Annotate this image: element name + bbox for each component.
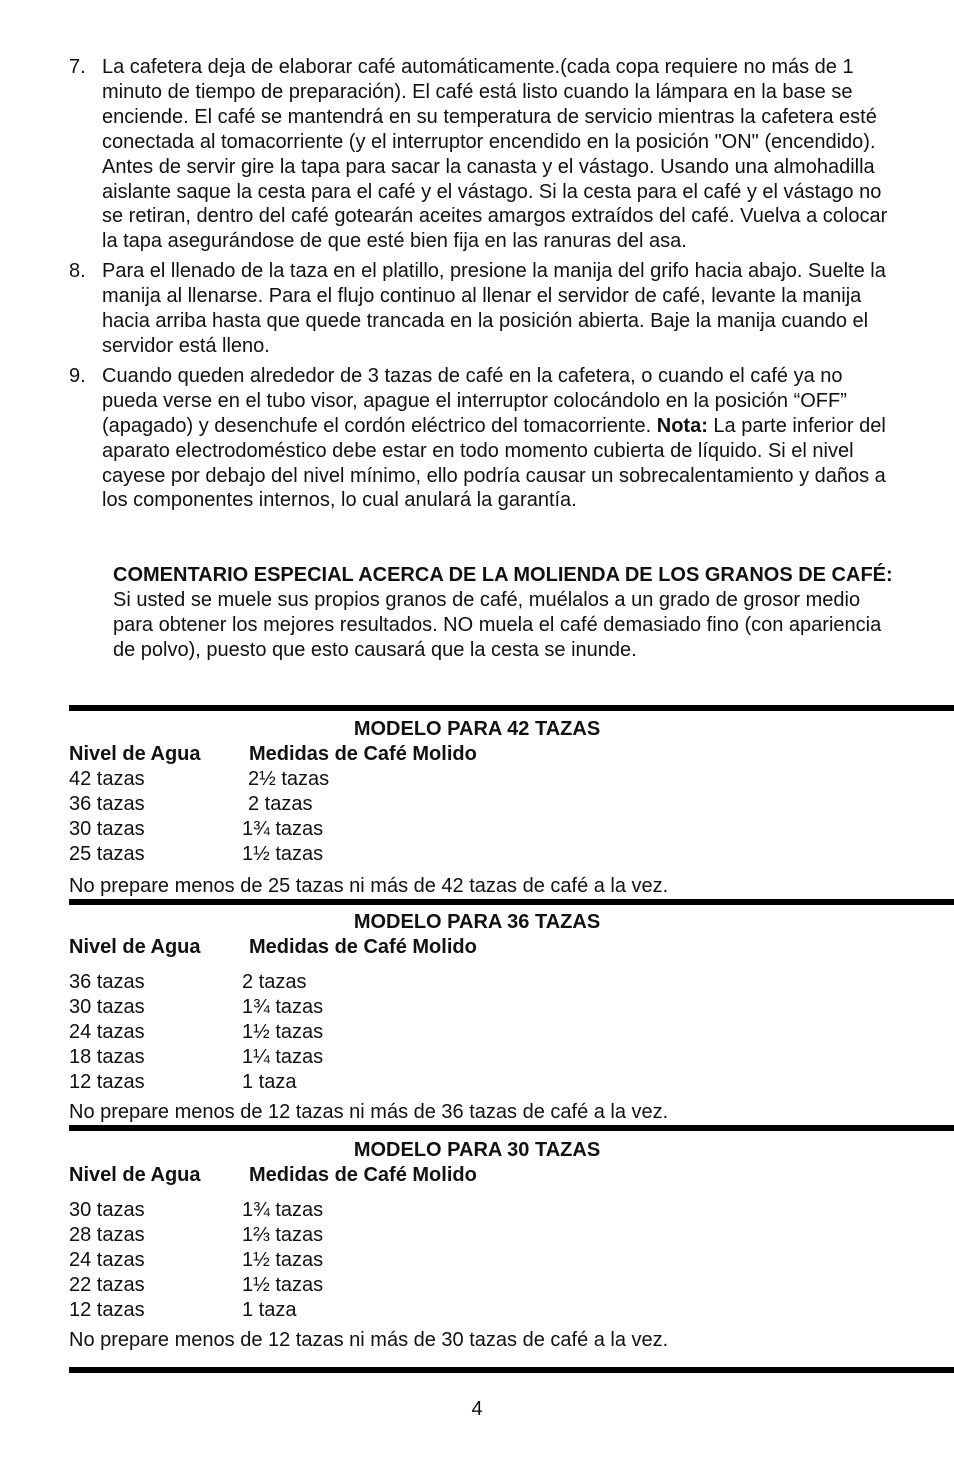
col-header-water: Nivel de Agua — [69, 935, 201, 958]
water-level: 30 tazas — [69, 995, 145, 1018]
coffee-measure: 1¼ tazas — [242, 1045, 324, 1068]
special-note-text: Si usted se muele sus propios granos de café, muélalos a un grado de grosor medio para obtener los mejores resultados. NO muela el café demasiado fino (con apariencia de polvo), puesto que esto causará que la cesta se inunde. — [113, 588, 882, 661]
step-8 — [69, 259, 889, 359]
divider — [69, 1367, 954, 1373]
col-header-coffee: Medidas de Café Molido — [249, 1163, 477, 1186]
table-footnote: No prepare menos de 25 tazas ni más de 42 tazas de café a la vez. — [69, 875, 669, 897]
water-level: 30 tazas — [69, 1198, 145, 1221]
water-level: 36 tazas — [69, 792, 145, 815]
coffee-measure: 1 taza — [242, 1298, 297, 1321]
coffee-measure: 1½ tazas — [242, 842, 324, 865]
col-header-coffee: Medidas de Café Molido — [249, 935, 477, 958]
divider — [69, 899, 954, 905]
table-title: MODELO PARA 30 TAZAS — [353, 1139, 601, 1161]
water-level: 12 tazas — [69, 1298, 145, 1321]
table-footnote: No prepare menos de 12 tazas ni más de 36 tazas de café a la vez. — [69, 1101, 669, 1123]
step-number: 7. — [69, 56, 86, 78]
table-row — [69, 1273, 954, 1298]
col-header-coffee: Medidas de Café Molido — [249, 742, 477, 765]
water-level: 24 tazas — [69, 1248, 145, 1271]
page-number: 4 — [471, 1398, 483, 1420]
step-number: 8. — [69, 260, 86, 283]
water-level: 36 tazas — [69, 970, 145, 993]
water-level: 28 tazas — [69, 1223, 145, 1246]
table-row — [69, 1020, 954, 1045]
step-text: Para el llenado de la taza en el platillo, presione la manija del grifo hacia abajo. Suelte la manija al llenarse. Para el flujo continuo al llenar el servidor de café, levante la manija hacia arriba hasta que quede trancada en la posición abierta. Baje la manija cuando el servidor está lleno. — [102, 260, 886, 357]
step-text: La cafetera deja de elaborar café automáticamente.(cada copa requiere no más de 1 minuto de tiempo de preparación). El café está listo cuando la lámpara en la base se enciende. El café se mantendrá en su temperatura de servicio mientras la cafetera esté conectada al tomacorriente (y el interruptor encendido en la posición "ON" (encendido). Antes de servir gire la tapa para sacar la canasta y el vástago. Usando una almohadilla aislante saque la cesta para el café y el vástago. Si la cesta para el café y el vástago no se retiran, dentro del café gotearán aceites amargos extraídos del café. Vuelva a colocar la tapa asegurándose de que esté bien fija en las ranuras del asa. — [102, 56, 888, 253]
coffee-measure: 1⅔ tazas — [242, 1223, 324, 1246]
water-level: 42 tazas — [69, 767, 145, 790]
table-row — [69, 1198, 954, 1223]
table-row — [69, 1298, 954, 1323]
table-title: MODELO PARA 42 TAZAS — [353, 718, 601, 740]
coffee-measure: 2½ tazas — [248, 767, 330, 790]
step-9 — [69, 364, 889, 513]
step-number: 9. — [69, 364, 86, 387]
water-level: 24 tazas — [69, 1020, 145, 1043]
table-row — [69, 842, 954, 867]
coffee-measure: 1½ tazas — [242, 1273, 324, 1296]
table-row — [69, 1070, 954, 1095]
coffee-measure: 1¾ tazas — [242, 995, 324, 1018]
water-level: 30 tazas — [69, 817, 145, 840]
table-row — [69, 767, 954, 792]
table-row — [69, 1045, 954, 1070]
table-footnote: No prepare menos de 12 tazas ni más de 30 tazas de café a la vez. — [69, 1329, 669, 1351]
coffee-measure: 1½ tazas — [242, 1020, 324, 1043]
table-row — [69, 1223, 954, 1248]
table-title: MODELO PARA 36 TAZAS — [353, 911, 601, 933]
coffee-measure: 2 tazas — [248, 792, 313, 815]
divider — [69, 705, 954, 711]
coffee-measure: 1 taza — [242, 1070, 297, 1093]
special-note — [113, 563, 903, 663]
table-row — [69, 970, 954, 995]
col-header-water: Nivel de Agua — [69, 742, 201, 765]
col-header-water: Nivel de Agua — [69, 1163, 201, 1186]
divider — [69, 1125, 954, 1131]
water-level: 12 tazas — [69, 1070, 145, 1093]
table-header — [69, 1163, 954, 1188]
special-note-heading: COMENTARIO ESPECIAL ACERCA DE LA MOLIENDA DE LOS GRANOS DE CAFÉ: — [113, 564, 893, 586]
table-30-tazas — [69, 1138, 954, 1323]
water-level: 18 tazas — [69, 1045, 145, 1068]
step-text-after: La parte inferior del aparato electrodoméstico debe estar en todo momento cubierta de líquido. Si el nivel cayese por debajo del nivel mínimo, ello podría causar un sobrecalentamiento y daños a los componentes internos, lo cual anulará la garantía. — [102, 414, 886, 512]
table-header — [69, 935, 954, 960]
coffee-measure: 1¾ tazas — [242, 817, 324, 840]
coffee-measure: 1¾ tazas — [242, 1198, 324, 1221]
coffee-measure: 2 tazas — [242, 970, 307, 993]
coffee-measure: 1½ tazas — [242, 1248, 324, 1271]
table-row — [69, 817, 954, 842]
table-42-tazas — [69, 717, 954, 867]
table-row — [69, 1248, 954, 1273]
table-header — [69, 742, 954, 767]
note-label: Nota: — [656, 414, 708, 437]
step-text: Cuando queden alrededor de 3 tazas de café en la cafetera, o cuando el café ya no pueda verse en el tubo visor, apague el interruptor colocándolo en la posición “OFF” (apagado) y desenchufe el cordón eléctrico del tomacorriente. — [102, 364, 847, 437]
table-row — [69, 792, 954, 817]
instruction-steps — [69, 55, 889, 513]
table-36-tazas — [69, 910, 954, 1095]
table-row — [69, 995, 954, 1020]
step-7 — [69, 55, 889, 254]
water-level: 22 tazas — [69, 1273, 145, 1296]
water-level: 25 tazas — [69, 842, 145, 865]
